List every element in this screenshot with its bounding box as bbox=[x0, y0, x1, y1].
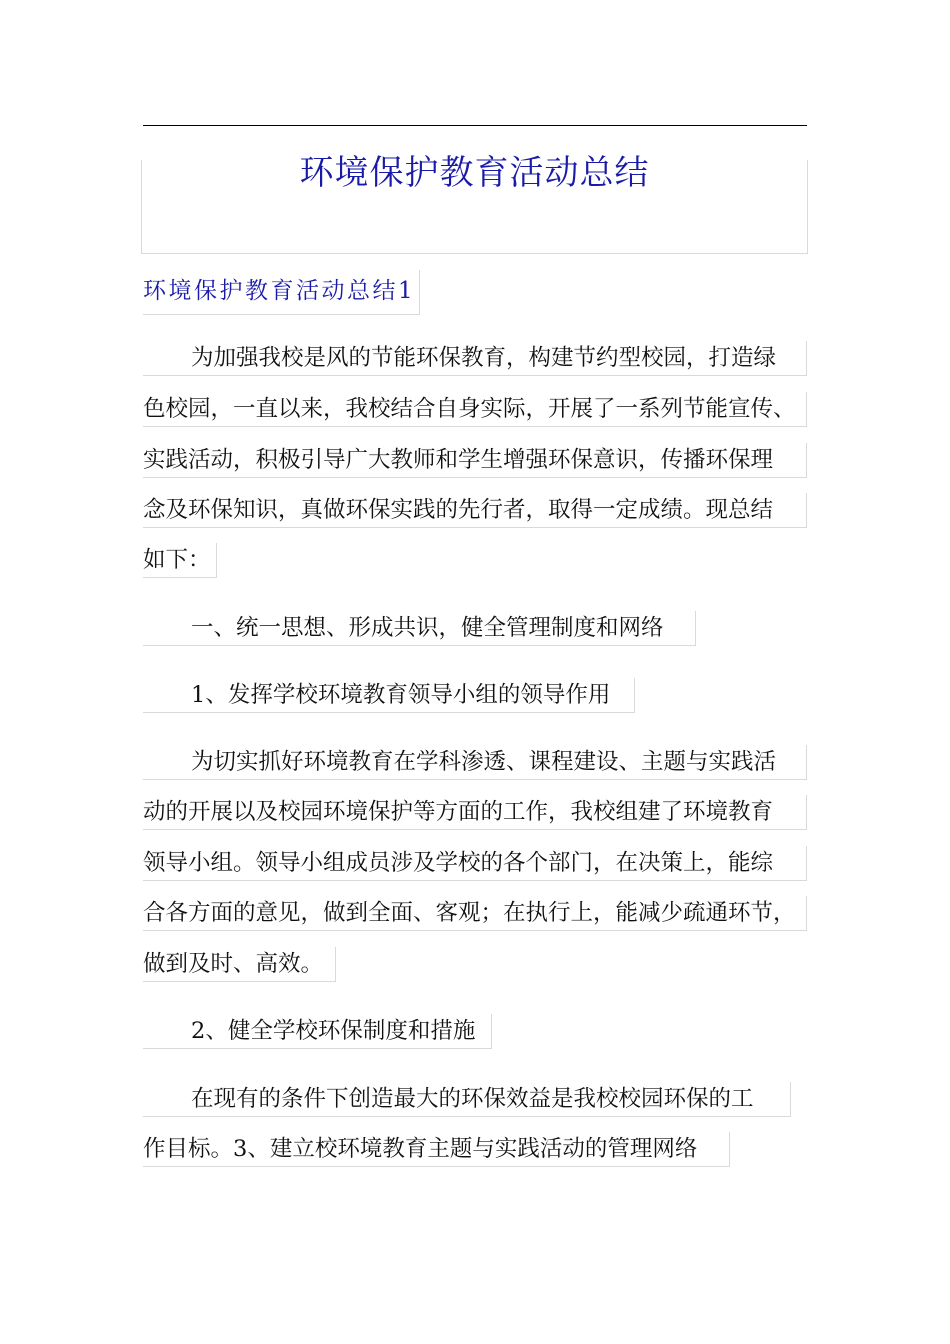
paragraph-line: 作目标。3、建立校环境教育主题与实践活动的管理网络 bbox=[143, 1132, 730, 1167]
paragraph-line: 为加强我校是风的节能环保教育，构建节约型校园，打造绿 bbox=[143, 341, 807, 376]
paragraph-line: 色校园，一直以来，我校结合自身实际，开展了一系列节能宣传、 bbox=[143, 392, 807, 427]
paragraph-line: 为切实抓好环境教育在学科渗透、课程建设、主题与实践活 bbox=[143, 745, 807, 780]
paragraph-line: 实践活动，积极引导广大教师和学生增强环保意识，传播环保理 bbox=[143, 443, 807, 478]
paragraph-line: 在现有的条件下创造最大的环保效益是我校校园环保的工 bbox=[143, 1082, 791, 1117]
top-rule bbox=[143, 125, 807, 126]
subsection-heading-2: 2、健全学校环保制度和措施 bbox=[143, 1014, 492, 1049]
paragraph-line: 念及环保知识，真做环保实践的先行者，取得一定成绩。现总结 bbox=[143, 493, 807, 528]
subsection-heading-1: 1、发挥学校环境教育领导小组的领导作用 bbox=[143, 678, 635, 713]
section-heading-1: 一、统一思想、形成共识，健全管理制度和网络 bbox=[143, 611, 696, 646]
document-title: 环境保护教育活动总结 bbox=[299, 153, 650, 193]
paragraph-line: 合各方面的意见，做到全面、客观；在执行上，能减少疏通环节， bbox=[143, 896, 807, 931]
paragraph-line: 领导小组。领导小组成员涉及学校的各个部门，在决策上，能综 bbox=[143, 846, 807, 881]
paragraph-line: 动的开展以及校园环境保护等方面的工作，我校组建了环境教育 bbox=[143, 795, 807, 830]
paragraph-line: 如下： bbox=[143, 543, 217, 578]
paragraph-line: 做到及时、高效。 bbox=[143, 947, 336, 982]
section-heading: 环境保护教育活动总结1 bbox=[143, 270, 420, 315]
